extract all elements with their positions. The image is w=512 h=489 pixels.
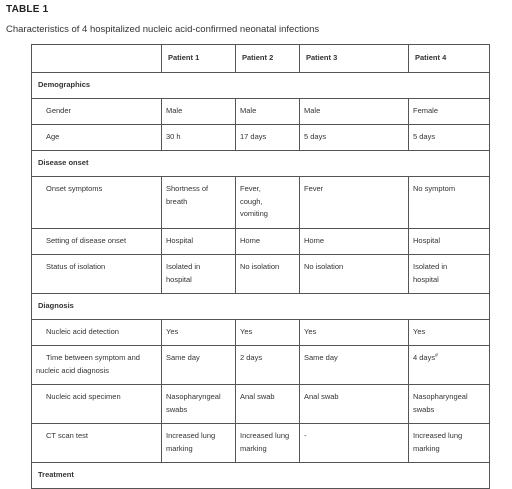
footnote-mark: # — [435, 353, 438, 359]
cell-specimen-p2: Anal swab — [236, 385, 300, 424]
table-caption: Characteristics of 4 hospitalized nucleic acid-confirmed neonatal infections — [6, 24, 320, 35]
row-label-nucleic-detection: Nucleic acid detection — [32, 320, 162, 346]
cell-onset-p1: Shortness of breath — [162, 177, 236, 229]
cell-ct-p3: - — [300, 424, 409, 463]
cell-age-p1: 30 h — [162, 125, 236, 151]
cell-age-p3: 5 days — [300, 125, 409, 151]
table-row-ct-scan — [32, 424, 490, 463]
section-disease-onset: Disease onset — [32, 151, 490, 177]
row-label-onset-symptoms: Onset symptoms — [32, 177, 162, 229]
table-row-time-between — [32, 346, 490, 385]
section-treatment: Treatment — [32, 463, 490, 489]
header-empty — [32, 45, 162, 73]
table-row-nucleic-detection — [32, 320, 490, 346]
header-patient-4: Patient 4 — [409, 45, 490, 73]
cell-time-p4-value: 4 days — [413, 353, 436, 362]
row-label-gender: Gender — [32, 99, 162, 125]
row-label-ct-scan: CT scan test — [32, 424, 162, 463]
table-row-age — [32, 125, 490, 151]
cell-gender-p1: Male — [162, 99, 236, 125]
table-row-gender — [32, 99, 490, 125]
header-patient-3: Patient 3 — [300, 45, 409, 73]
header-row — [32, 45, 490, 73]
section-row-disease-onset — [32, 151, 490, 177]
cell-gender-p3: Male — [300, 99, 409, 125]
cell-onset-p4: No symptom — [409, 177, 490, 229]
row-label-time-between-text: Time between symptom and nucleic acid diagnosis — [36, 353, 140, 375]
table-row-isolation — [32, 255, 490, 294]
section-demographics: Demographics — [32, 73, 490, 99]
cell-detection-p2: Yes — [236, 320, 300, 346]
cell-onset-p2: Fever, cough, vomiting — [236, 177, 300, 229]
cell-age-p2: 17 days — [236, 125, 300, 151]
cell-time-p1: Same day — [162, 346, 236, 385]
row-label-specimen: Nucleic acid specimen — [32, 385, 162, 424]
header-patient-2: Patient 2 — [236, 45, 300, 73]
cell-isolation-p2: No isolation — [236, 255, 300, 294]
cell-isolation-p3: No isolation — [300, 255, 409, 294]
characteristics-table — [31, 44, 490, 489]
cell-gender-p2: Male — [236, 99, 300, 125]
table-row-specimen — [32, 385, 490, 424]
cell-specimen-p3: Anal swab — [300, 385, 409, 424]
cell-detection-p3: Yes — [300, 320, 409, 346]
cell-onset-p3: Fever — [300, 177, 409, 229]
cell-isolation-p1: Isolated in hospital — [162, 255, 236, 294]
cell-time-p3: Same day — [300, 346, 409, 385]
section-row-demographics — [32, 73, 490, 99]
cell-time-p2: 2 days — [236, 346, 300, 385]
row-label-age: Age — [32, 125, 162, 151]
cell-ct-p1: Increased lung marking — [162, 424, 236, 463]
cell-ct-p2: Increased lung marking — [236, 424, 300, 463]
cell-isolation-p4: Isolated in hospital — [409, 255, 490, 294]
table-row-setting — [32, 229, 490, 255]
cell-detection-p1: Yes — [162, 320, 236, 346]
cell-specimen-p4: Nasopharyngeal swabs — [409, 385, 490, 424]
row-label-time-between — [32, 346, 162, 385]
row-label-setting: Setting of disease onset — [32, 229, 162, 255]
section-row-treatment — [32, 463, 490, 489]
cell-setting-p2: Home — [236, 229, 300, 255]
section-diagnosis: Diagnosis — [32, 294, 490, 320]
table-label: TABLE 1 — [6, 4, 49, 15]
row-label-isolation: Status of isolation — [32, 255, 162, 294]
table-row-onset-symptoms — [32, 177, 490, 229]
cell-time-p4 — [409, 346, 490, 385]
header-patient-1: Patient 1 — [162, 45, 236, 73]
cell-gender-p4: Female — [409, 99, 490, 125]
cell-setting-p1: Hospital — [162, 229, 236, 255]
cell-setting-p3: Home — [300, 229, 409, 255]
cell-setting-p4: Hospital — [409, 229, 490, 255]
cell-age-p4: 5 days — [409, 125, 490, 151]
cell-detection-p4: Yes — [409, 320, 490, 346]
cell-ct-p4: Increased lung marking — [409, 424, 490, 463]
cell-specimen-p1: Nasopharyngeal swabs — [162, 385, 236, 424]
section-row-diagnosis — [32, 294, 490, 320]
